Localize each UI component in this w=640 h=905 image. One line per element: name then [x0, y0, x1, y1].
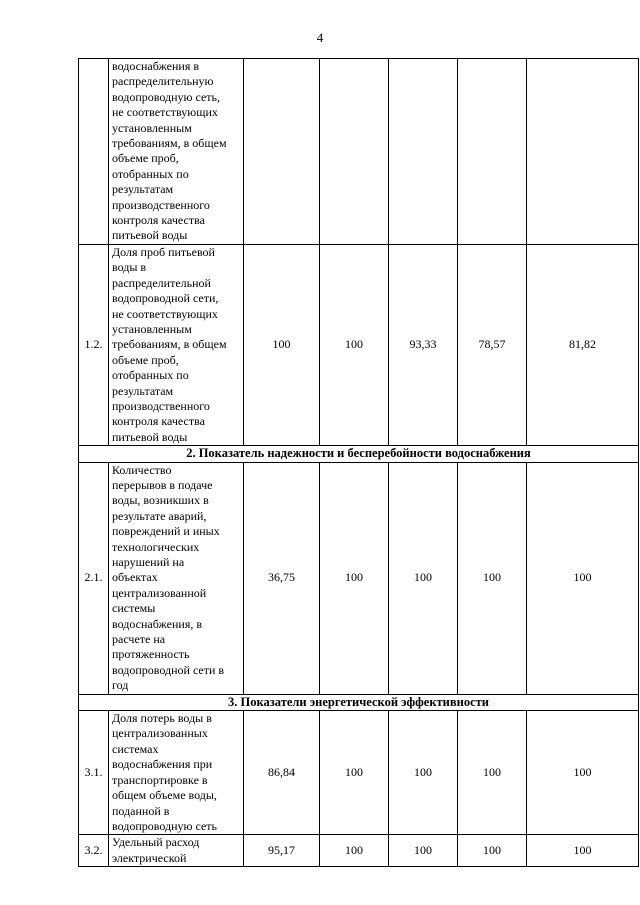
name-line: водоснабжения при	[112, 757, 213, 772]
table-row	[79, 462, 639, 694]
name-line: результате аварий,	[112, 508, 207, 523]
indicator-name	[109, 462, 244, 694]
value-cell: 95,17	[244, 835, 320, 867]
name-line: водоснабжения, в	[112, 616, 203, 631]
value-cell: 100	[389, 462, 458, 694]
indicators-table	[78, 58, 639, 867]
page-number: 4	[316, 30, 324, 45]
name-line: технологических	[112, 539, 200, 554]
value-cell: 100	[320, 835, 389, 867]
name-line: установленным	[112, 321, 192, 336]
name-line: Удельный расход	[112, 835, 200, 850]
table-row	[79, 711, 639, 835]
name-line: распределительную	[112, 74, 214, 89]
value-cell	[244, 59, 320, 245]
name-line: водоснабжения в	[112, 59, 200, 73]
name-line: питьевой воды	[112, 228, 188, 243]
value-cell: 100	[527, 711, 639, 835]
indicator-name	[109, 835, 244, 867]
value-cell	[458, 59, 527, 245]
name-line: воды в	[112, 260, 147, 275]
table-row	[79, 244, 639, 445]
value-cell	[527, 59, 639, 245]
value-cell: 81,82	[527, 244, 639, 445]
name-line: установленным	[112, 120, 192, 135]
section-header-row	[79, 446, 639, 462]
name-line: системах	[112, 741, 159, 756]
name-line: контроля качества	[112, 213, 205, 228]
name-line: требованиям, в общем	[112, 337, 227, 352]
name-line: Доля потерь воды в	[112, 711, 212, 726]
name-line: питьевой воды	[112, 429, 188, 444]
name-line: нарушений на	[112, 555, 185, 569]
value-cell: 86,84	[244, 711, 320, 835]
value-cell: 78,57	[458, 244, 527, 445]
name-line: результатам	[112, 182, 174, 197]
name-line: Доля проб питьевой	[112, 244, 215, 259]
value-cell: 100	[389, 711, 458, 835]
row-number	[79, 59, 109, 245]
name-line: Количество	[112, 462, 172, 477]
value-cell: 93,33	[389, 244, 458, 445]
name-line: электрической	[112, 850, 187, 865]
value-cell: 100	[320, 462, 389, 694]
name-line: производственного	[112, 197, 210, 212]
name-line: повреждений и иных	[112, 524, 220, 539]
value-cell: 100	[320, 244, 389, 445]
value-cell	[389, 59, 458, 245]
name-line: воды, возникших в	[112, 493, 209, 508]
name-line: общем объеме воды,	[112, 788, 217, 803]
name-line: протяженность	[112, 647, 190, 662]
name-line: водопроводную сеть,	[112, 89, 221, 104]
row-number: 3.1.	[79, 711, 109, 835]
value-cell	[320, 59, 389, 245]
name-line: поданной в	[112, 803, 170, 818]
name-line: контроля качества	[112, 414, 205, 429]
name-line: водопроводной сети,	[112, 291, 219, 306]
indicator-name	[109, 59, 244, 245]
name-line: отобранных по	[112, 368, 189, 383]
name-line: объеме проб,	[112, 151, 179, 166]
name-line: объектах	[112, 570, 158, 585]
row-number: 1.2.	[79, 244, 109, 445]
name-line: не соответствующих	[112, 105, 218, 120]
name-line: производственного	[112, 398, 210, 413]
value-cell: 100	[244, 244, 320, 445]
name-line: результатам	[112, 383, 174, 398]
section-header-row	[79, 694, 639, 710]
value-cell: 36,75	[244, 462, 320, 694]
name-line: транспортировке в	[112, 772, 208, 787]
name-line: системы	[112, 601, 156, 616]
section-title: 2. Показатель надежности и бесперебойности водоснабжения	[79, 446, 639, 462]
value-cell: 100	[527, 462, 639, 694]
row-number: 3.2.	[79, 835, 109, 867]
name-line: не соответствующих	[112, 306, 218, 321]
indicator-name	[109, 244, 244, 445]
value-cell: 100	[389, 835, 458, 867]
table-row	[79, 835, 639, 867]
name-line: централизованных	[112, 726, 208, 741]
table-row	[79, 59, 639, 245]
name-line: распределительной	[112, 275, 211, 290]
row-number: 2.1.	[79, 462, 109, 694]
value-cell: 100	[458, 711, 527, 835]
name-line: водопроводной сети в	[112, 662, 225, 677]
name-line: перерывов в подаче	[112, 477, 213, 492]
value-cell: 100	[458, 835, 527, 867]
name-line: отобранных по	[112, 166, 189, 181]
name-line: требованиям, в общем	[112, 136, 227, 151]
section-title: 3. Показатели энергетической эффективности	[79, 694, 639, 710]
value-cell: 100	[458, 462, 527, 694]
indicator-name	[109, 711, 244, 835]
name-line: расчете на	[112, 632, 166, 647]
value-cell: 100	[320, 711, 389, 835]
name-line: водопроводную сеть	[112, 818, 218, 833]
name-line: централизованной	[112, 585, 207, 600]
name-line: объеме проб,	[112, 352, 179, 367]
name-line: год	[112, 678, 129, 693]
value-cell: 100	[527, 835, 639, 867]
